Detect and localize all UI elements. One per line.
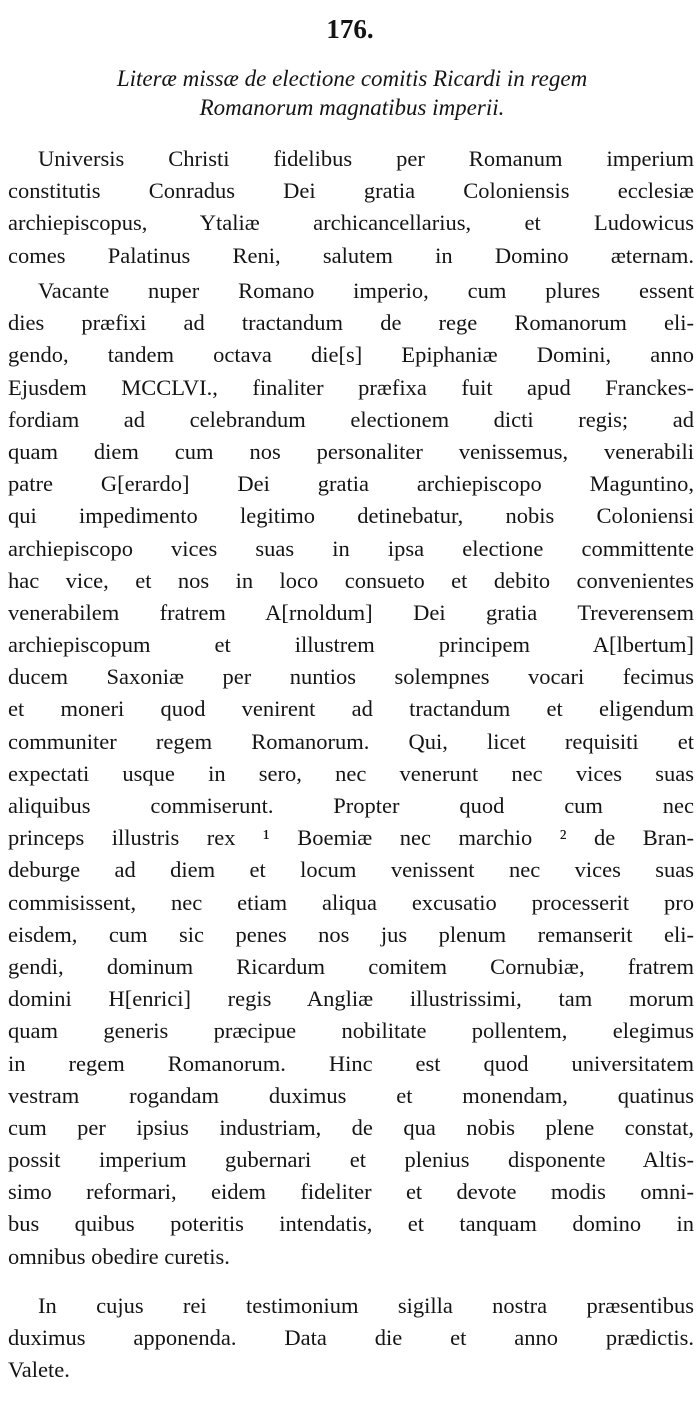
text-line: qui impedimento legitimo detinebatur, nobis Coloniensi <box>8 503 694 529</box>
page-number: 176. <box>326 14 374 44</box>
text-line: princeps illustris rex ¹ Boemiæ nec marchio ² de Bran- <box>8 825 694 851</box>
text-line: In cujus rei testimonium sigilla nostra præsentibus <box>38 1293 694 1318</box>
text-line: et moneri quod venirent ad tractandum et eligendum <box>8 696 694 722</box>
text-line: duximus apponenda. Data die et anno prædictis. <box>8 1325 694 1351</box>
text-line: quam generis præcipue nobilitate pollentem, elegimus <box>8 1018 694 1044</box>
title-line-1: Literæ missæ de electione comitis Ricardi in regem <box>116 66 588 91</box>
text-line: cum per ipsius industriam, de qua nobis plene constat, <box>8 1114 694 1140</box>
text-line: in regem Romanorum. Hinc est quod universitatem <box>8 1050 694 1076</box>
text-line: possit imperium gubernari et plenius disponente Altis- <box>8 1147 694 1173</box>
text-line: archiepiscopum et illustrem principem A[lbertum] <box>8 632 694 658</box>
text-line: bus quibus poteritis intendatis, et tanquam domino in <box>8 1211 694 1237</box>
text-line: Valete. <box>8 1357 70 1383</box>
text-line: deburge ad diem et locum venissent nec vices suas <box>8 857 694 883</box>
paragraph-closing <box>8 1290 694 1387</box>
text-line: constitutis Conradus Dei gratia Coloniensis ecclesiæ <box>8 178 694 204</box>
text-line: ducem Saxoniæ per nuntios solempnes vocari fecimus <box>8 664 694 690</box>
text-line: simo reformari, eidem fideliter et devote modis omni- <box>8 1179 694 1205</box>
text-line: hac vice, et nos in loco consueto et debito convenientes <box>8 567 694 593</box>
text-line: dies præfixi ad tractandum de rege Romanorum eli- <box>8 310 694 336</box>
text-line: patre G[erardo] Dei gratia archiepiscopo Maguntino, <box>8 471 694 497</box>
text-line: commisissent, nec etiam aliqua excusatio processerit pro <box>8 889 694 915</box>
text-line: expectati usque in sero, nec venerunt nec vices suas <box>8 760 694 786</box>
text-line: omnibus obedire curetis. <box>8 1243 230 1269</box>
text-line: aliquibus commiserunt. Propter quod cum nec <box>8 793 694 818</box>
text-line: domini H[enrici] regis Angliæ illustrissimi, tam morum <box>8 986 694 1012</box>
text-line: venerabilem fratrem A[rnoldum] Dei gratia Treverensem <box>8 599 694 625</box>
text-line: gendi, dominum Ricardum comitem Cornubiæ, fratrem <box>8 953 694 979</box>
text-line: vestram rogandam duximus et monendam, quatinus <box>8 1082 694 1108</box>
title-line-2: Romanorum magnatibus imperii. <box>199 95 505 120</box>
document-title <box>10 64 694 122</box>
text-line: communiter regem Romanorum. Qui, licet requisiti et <box>8 728 694 754</box>
text-line: quam diem cum nos personaliter venissemus, venerabili <box>8 438 694 464</box>
text-line: Ejusdem MCCLVI., finaliter præfixa fuit apud Franckes- <box>8 374 694 400</box>
text-line: archiepiscopus, Ytaliæ archicancellarius, et Ludowicus <box>8 210 694 236</box>
paragraph-narration <box>8 275 694 1273</box>
text-line: comes Palatinus Reni, salutem in Domino æternam. <box>8 242 694 268</box>
text-line: Universis Christi fidelibus per Romanum imperium <box>38 146 694 171</box>
paragraph-salutation <box>8 143 694 272</box>
text-line: archiepiscopo vices suas in ipsa electione committente <box>8 535 694 561</box>
text-line: fordiam ad celebrandum electionem dicti regis; ad <box>8 406 694 432</box>
text-line: gendo, tandem octava die[s] Epiphaniæ Domini, anno <box>8 342 694 368</box>
text-line: Vacante nuper Romano imperio, cum plures essent <box>38 278 694 303</box>
text-line: eisdem, cum sic penes nos jus plenum remanserit eli- <box>8 921 694 947</box>
